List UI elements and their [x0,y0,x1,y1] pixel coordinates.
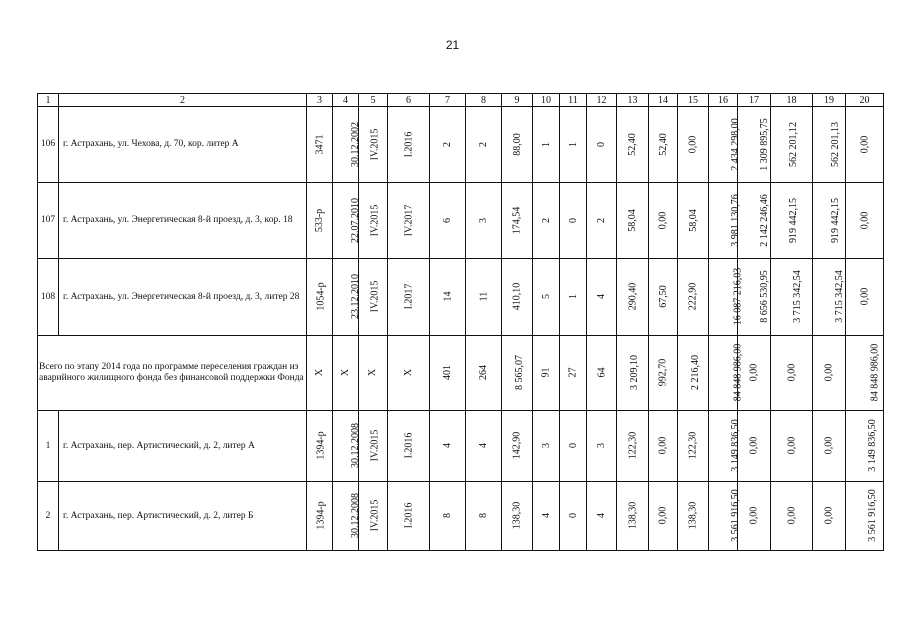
data-cell [813,107,846,183]
data-cell [533,411,560,482]
summary-cell [813,336,846,411]
cell-value: 4 [442,443,453,448]
summary-cell [678,336,709,411]
cell-value: 2 434 298,00 [729,117,741,171]
cell-value: 0,00 [748,506,760,525]
cell-value: I.2017 [403,283,414,310]
cell-value: 8 565,07 [514,355,525,390]
cell-value: 0,00 [823,436,835,455]
row-number-cell: 2 [38,482,59,551]
cell-value: 0,00 [786,506,797,525]
cell-value: 0,00 [859,211,870,229]
column-number-header: 9 [502,94,533,107]
data-cell [709,411,741,482]
cell-value: IV.2015 [369,204,381,236]
cell-value: 0,00 [657,436,669,455]
cell-value: 0,00 [748,436,760,455]
cell-value: 3 561 916,50 [729,489,741,542]
cell-value: 14 [442,291,453,302]
row-number-cell: 106 [38,107,59,183]
column-number-header: 10 [533,94,560,107]
cell-value: X [402,368,414,377]
data-cell [587,259,617,336]
row-number-cell: 1 [38,411,59,482]
column-number-header: 7 [430,94,466,107]
data-cell [617,411,649,482]
cell-value: 3 981 130,76 [729,193,741,247]
cell-value: 23.12.2010 [350,274,361,319]
summary-cell [502,336,533,411]
data-cell [466,411,502,482]
address-cell: г. Астрахань, ул. Энергетическая 8-й проезд, д. 3, кор. 18 [59,183,307,259]
data-cell [388,259,430,336]
cell-value: X [367,368,379,377]
cell-value: 919 442,15 [788,197,799,243]
cell-value: 0,00 [859,287,870,306]
column-number-header: 6 [388,94,430,107]
data-cell [709,259,744,336]
cell-value: 30.12.2008 [350,493,361,538]
cell-value: 1 309 895,75 [758,117,770,171]
cell-value: 3 209,10 [629,355,640,390]
summary-cell [307,336,333,411]
data-cell [533,259,560,336]
summary-cell [587,336,617,411]
data-cell [813,183,846,259]
resettlement-table [37,93,884,551]
address-cell: г. Астрахань, ул. Энергетическая 8-й проезд, д. 3, литер 28 [59,259,307,336]
summary-row [38,336,884,411]
data-cell [738,482,771,551]
cell-value: I.2016 [403,131,414,157]
data-cell [430,183,466,259]
data-cell [533,107,560,183]
data-cell [678,183,709,259]
data-cell [466,107,502,183]
cell-value: IV.2015 [369,499,381,532]
summary-cell [333,336,359,411]
cell-value: 401 [442,365,453,380]
data-cell [709,107,741,183]
data-cell [771,183,813,259]
table-row [38,482,884,551]
cell-value: 3 715 342,54 [833,270,845,323]
cell-value: 174,54 [511,206,523,234]
data-cell [771,259,813,336]
cell-value: 919 442,15 [830,197,841,243]
data-cell [709,482,741,551]
data-cell [388,482,430,551]
cell-value: 0 [567,513,579,518]
cell-value: 11 [477,291,489,302]
cell-value: 1 [567,294,579,299]
table-header-row [38,94,884,107]
data-cell [678,107,709,183]
data-cell [813,482,846,551]
cell-value: 138,30 [511,501,523,530]
cell-value: 30.12.2002 [350,121,361,167]
cell-value: 3 149 836,50 [866,419,878,472]
cell-value: 992,70 [657,358,669,387]
data-cell [617,107,649,183]
cell-value: 0,00 [657,506,669,525]
data-cell [617,183,649,259]
table-row [38,183,884,259]
summary-cell [649,336,678,411]
cell-value: 2 [442,141,453,147]
summary-cell [617,336,649,411]
data-cell [649,482,678,551]
data-cell [587,411,617,482]
cell-value: 2 [478,141,489,147]
data-cell [846,183,884,259]
cell-value: 122,30 [687,431,699,460]
data-cell [307,107,333,183]
data-cell [560,411,587,482]
data-cell [502,183,533,259]
cell-value: 1 [540,141,552,147]
column-number-header: 11 [560,94,587,107]
cell-value: 2 216,40 [690,355,701,390]
column-number-header: 2 [59,94,307,107]
cell-value: 4 [596,294,607,299]
cell-value: 67,50 [657,285,669,308]
cell-value: 22.07.2010 [350,197,361,243]
data-cell [359,259,388,336]
data-cell [560,482,587,551]
column-number-header: 20 [846,94,884,107]
cell-value: 0 [567,443,579,448]
cell-value: 1 [567,141,579,147]
cell-value: 0,00 [823,363,835,382]
summary-cell [466,336,502,411]
cell-value: 142,90 [511,431,523,460]
cell-value: 562 201,12 [788,121,799,167]
data-cell [430,482,466,551]
summary-cell [388,336,430,411]
cell-value: 222,90 [687,282,699,311]
address-cell: г. Астрахань, пер. Артистический, д. 2, литер Б [59,482,307,551]
cell-value: 562 201,13 [830,121,841,167]
data-cell [678,482,709,551]
data-cell [466,482,502,551]
data-cell [359,482,388,551]
data-cell [359,107,388,183]
cell-value: 2 [596,217,607,223]
cell-value: 533-р [314,208,325,232]
data-cell [649,259,678,336]
data-cell [617,259,649,336]
cell-value: 88,00 [511,132,523,156]
cell-value: 52,40 [657,132,669,156]
cell-value: 3 561 916,50 [866,489,878,542]
cell-value: 52,40 [627,132,638,156]
summary-cell [359,336,388,411]
summary-cell [430,336,466,411]
cell-value: 84 848 986,00 [732,343,744,402]
cell-value: 138,30 [687,501,699,530]
summary-cell [560,336,587,411]
cell-value: 8 656 530,95 [758,270,770,323]
cell-value: 3 [540,443,552,448]
cell-value: 0,00 [823,506,835,525]
data-cell [846,107,884,183]
column-number-header: 8 [466,94,502,107]
cell-value: IV.2015 [369,280,381,313]
cell-value: IV.2015 [369,128,381,160]
cell-value: 27 [567,367,579,378]
data-cell [333,183,359,259]
data-cell [388,183,430,259]
cell-value: 64 [596,367,607,378]
data-cell [587,107,617,183]
cell-value: 1394-р [315,431,327,460]
row-number-cell: 108 [38,259,59,336]
data-cell [502,259,533,336]
cell-value: 4 [478,443,489,448]
table-row [38,107,884,183]
column-number-header: 19 [813,94,846,107]
data-cell [738,183,771,259]
summary-label: Всего по этапу 2014 года по программе переселения граждан из аварийного жилищного фонда без финансовой поддержки Фонда [38,336,307,411]
summary-cell [846,336,884,411]
data-cell [502,107,533,183]
cell-value: 0,00 [657,211,669,229]
cell-value: 4 [540,513,552,518]
cell-value: 0,00 [687,135,699,153]
summary-cell [709,336,744,411]
data-cell [502,482,533,551]
data-cell [649,183,678,259]
cell-value: 1054-р [315,282,327,311]
data-cell [587,183,617,259]
cell-value: 30.12.2008 [350,423,361,468]
cell-value: 3 [478,217,489,223]
data-cell [846,259,884,336]
data-cell [771,482,813,551]
cell-value: 2 [540,217,552,223]
column-number-header: 16 [709,94,738,107]
cell-value: 3471 [314,134,325,154]
data-cell [333,107,359,183]
cell-value: 8 [442,513,453,518]
summary-cell [771,336,813,411]
column-number-header: 3 [307,94,333,107]
data-cell [738,107,771,183]
data-cell [678,259,709,336]
column-number-header: 17 [738,94,771,107]
cell-value: X [313,368,325,377]
data-cell [466,183,502,259]
cell-value: 0,00 [786,436,797,455]
data-cell [307,411,333,482]
cell-value: I.2016 [403,502,414,529]
data-cell [617,482,649,551]
cell-value: 410,10 [511,282,523,311]
cell-value: 0,00 [859,135,870,153]
data-cell [388,107,430,183]
cell-value: 0,00 [786,363,797,382]
cell-value: 138,30 [627,501,638,530]
cell-value: 3 715 342,54 [791,270,803,323]
data-cell [307,259,333,336]
data-cell [813,411,846,482]
table-row [38,259,884,336]
data-cell [846,482,884,551]
cell-value: 2 142 246,46 [758,193,770,247]
data-cell [533,183,560,259]
data-cell [771,411,813,482]
column-number-header: 13 [617,94,649,107]
cell-value: 0 [567,217,579,223]
cell-value: 6 [442,217,453,223]
data-cell [649,107,678,183]
cell-value: 264 [478,365,489,380]
data-cell [678,411,709,482]
cell-value: 3 [596,443,607,448]
cell-value: 4 [596,513,607,518]
row-number-cell: 107 [38,183,59,259]
data-cell [430,107,466,183]
cell-value: 290,40 [627,282,638,311]
data-cell [587,482,617,551]
data-cell [466,259,502,336]
cell-value: IV.2017 [402,204,414,236]
data-cell [307,183,333,259]
cell-value: 84 848 986,00 [869,343,881,402]
column-number-header: 15 [678,94,709,107]
data-cell [430,259,466,336]
data-cell [333,411,359,482]
cell-value: 0,00 [748,363,760,382]
cell-value: 0 [596,141,607,147]
data-cell [333,259,359,336]
data-cell [771,107,813,183]
table-row [38,411,884,482]
data-cell [560,107,587,183]
column-number-header: 14 [649,94,678,107]
column-number-header: 5 [359,94,388,107]
cell-value: 16 087 216,03 [732,267,744,326]
cell-value: 58,04 [627,208,638,232]
cell-value: 8 [478,513,489,518]
data-cell [709,183,741,259]
page-number: 21 [445,38,460,52]
data-cell [307,482,333,551]
cell-value: 58,04 [687,208,699,232]
cell-value: 5 [540,294,552,299]
column-number-header: 4 [333,94,359,107]
cell-value: IV.2015 [369,429,381,462]
summary-cell [533,336,560,411]
data-cell [430,411,466,482]
cell-value: 3 149 836,50 [729,419,741,472]
data-cell [560,183,587,259]
address-cell: г. Астрахань, ул. Чехова, д. 70, кор. литер А [59,107,307,183]
data-cell [333,482,359,551]
data-cell [560,259,587,336]
cell-value: 1394-р [315,501,327,530]
cell-value: 122,30 [627,431,638,460]
column-number-header: 18 [771,94,813,107]
data-cell [813,259,846,336]
data-cell [388,411,430,482]
cell-value: X [339,368,351,377]
column-number-header: 12 [587,94,617,107]
data-cell [502,411,533,482]
data-cell [533,482,560,551]
data-cell [738,411,771,482]
cell-value: I.2016 [403,432,414,459]
address-cell: г. Астрахань, пер. Артистический, д. 2, литер А [59,411,307,482]
data-cell [649,411,678,482]
cell-value: 91 [540,367,552,378]
data-cell [846,411,884,482]
data-cell [359,183,388,259]
column-number-header: 1 [38,94,59,107]
data-cell [359,411,388,482]
